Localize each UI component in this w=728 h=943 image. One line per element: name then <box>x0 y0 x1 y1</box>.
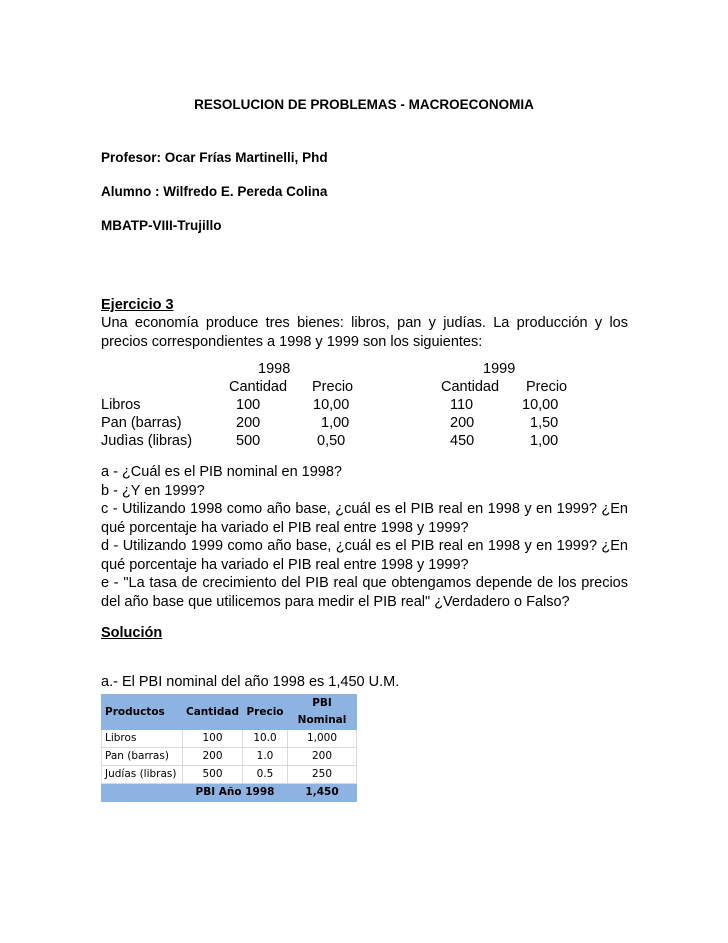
question-b: b - ¿Y en 1999? <box>101 482 205 499</box>
col-price-1999: Precio <box>526 379 568 395</box>
row-p1999: 1,50 <box>530 415 559 431</box>
row-q1999: 200 <box>450 415 475 431</box>
col-qty-1999: Cantidad <box>441 379 500 395</box>
year-1998-label: 1998 <box>258 361 291 377</box>
program-line: MBATP-VIII-Trujillo <box>101 218 222 233</box>
header-productos: Productos <box>102 695 183 730</box>
solution-heading: Solución <box>101 625 163 641</box>
cell-pbi: 250 <box>288 766 357 784</box>
cell-product: Libros <box>102 730 183 748</box>
row-name: Judìas (libras) <box>101 433 193 449</box>
row-q1998: 100 <box>236 397 261 413</box>
total-spacer <box>102 784 183 802</box>
question-a: a - ¿Cuál es el PIB nominal en 1998? <box>101 464 342 480</box>
row-p1998: 10,00 <box>313 397 350 413</box>
row-p1999: 1,00 <box>530 433 559 449</box>
col-price-1998: Precio <box>312 379 354 395</box>
question-e: e - "La tasa de crecimiento del PIB real que obtengamos depende de los precios del año base que utilicemos para medir el PIB real" ¿Verdadero o Falso? <box>101 575 628 610</box>
row-name: Libros <box>101 397 141 413</box>
professor-line: Profesor: Ocar Frías Martinelli, Phd <box>101 150 328 165</box>
header-cantidad: Cantidad <box>183 695 243 730</box>
table-row <box>102 766 357 784</box>
cell-price: 0.5 <box>243 766 288 784</box>
cell-pbi: 200 <box>288 748 357 766</box>
question-c: c - Utilizando 1998 como año base, ¿cuál es el PIB real en 1998 y en 1999? ¿En qué porcentaje ha variado el PIB real entre 1998 y 1999? <box>101 501 628 536</box>
row-p1998: 0,50 <box>317 433 346 449</box>
table-row <box>102 730 357 748</box>
col-qty-1998: Cantidad <box>229 379 288 395</box>
row-p1998: 1,00 <box>321 415 350 431</box>
question-d: d - Utilizando 1999 como año base, ¿cuál es el PIB real en 1998 y en 1999? ¿En qué porcentaje ha variado el PIB real entre 1998 y 1999? <box>101 538 628 573</box>
row-name: Pan (barras) <box>101 415 182 431</box>
cell-quantity: 100 <box>183 730 243 748</box>
row-q1999: 110 <box>450 397 474 413</box>
exercise-intro: Una economía produce tres bienes: libros, pan y judías. La producción y los precios correspondientes a 1998 y 1999 son los siguientes: <box>101 315 628 350</box>
page-title: RESOLUCION DE PROBLEMAS - MACROECONOMIA <box>194 97 534 112</box>
header-precio: Precio <box>243 695 288 730</box>
cell-price: 10.0 <box>243 730 288 748</box>
row-q1998: 200 <box>236 415 261 431</box>
questions-list <box>101 463 628 611</box>
table-total-row <box>102 784 357 802</box>
solution-line-a: a.- El PBI nominal del año 1998 es 1,450 U.M. <box>101 674 400 690</box>
exercise-heading: Ejercicio 3 <box>101 297 174 313</box>
row-q1999: 450 <box>450 433 475 449</box>
total-label: PBI Año 1998 <box>183 784 288 802</box>
cell-quantity: 200 <box>183 748 243 766</box>
table-row <box>102 748 357 766</box>
student-line: Alumno : Wilfredo E. Pereda Colina <box>101 184 328 199</box>
row-q1998: 500 <box>236 433 261 449</box>
year-1999-label: 1999 <box>483 361 516 377</box>
total-value: 1,450 <box>288 784 357 802</box>
row-p1999: 10,00 <box>522 397 559 413</box>
cell-pbi: 1,000 <box>288 730 357 748</box>
header-pbi-nominal: PBI Nominal <box>288 695 357 730</box>
cell-quantity: 500 <box>183 766 243 784</box>
pbi-nominal-table <box>101 694 357 802</box>
cell-product: Judías (libras) <box>102 766 183 784</box>
table-header-row <box>102 695 357 730</box>
cell-price: 1.0 <box>243 748 288 766</box>
cell-product: Pan (barras) <box>102 748 183 766</box>
